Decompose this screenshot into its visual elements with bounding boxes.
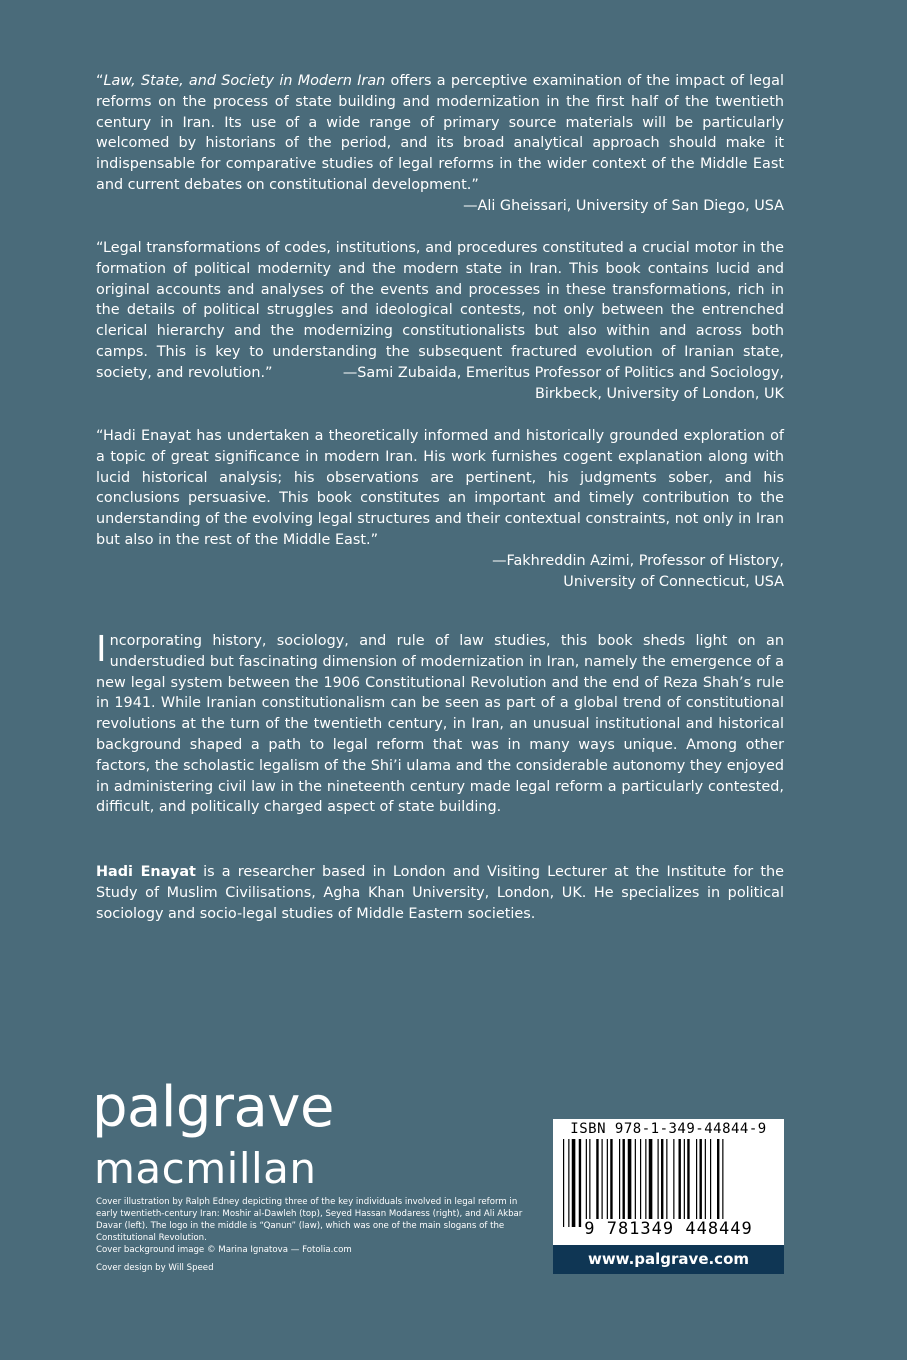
isbn-barcode (553, 1119, 784, 1245)
barcode-bar (717, 1139, 719, 1227)
publisher-url[interactable]: www.palgrave.com (553, 1245, 784, 1274)
barcode-bar (649, 1139, 653, 1227)
review-1-body: offers a perceptive examination of the impact of legal reforms on the process of state building and modernization in the first half of the twentieth century in Iran. Its use of a wide range of primary source materials will be particularly welcomed by historians of the period, and its broad analytical approach should make it indispensable for comparative studies of legal reforms in the wider context of the Middle East and current debates on constitutional development.” (96, 73, 784, 193)
barcode-bar (586, 1139, 587, 1227)
barcode-bar (568, 1139, 569, 1227)
review-3-attribution-line1: —Fakhreddin Azimi, Professor of History, (492, 553, 784, 569)
barcode-bar (696, 1139, 697, 1227)
cover-credits (96, 1196, 526, 1274)
barcode-bar (645, 1139, 646, 1227)
barcode-bar (572, 1139, 576, 1227)
barcode-bar (661, 1139, 663, 1227)
description-dropcap: I (96, 629, 107, 670)
review-2-attribution-line2: Birkbeck, University of London, UK (535, 386, 784, 402)
author-name: Hadi Enayat (96, 864, 196, 880)
barcode-bar (628, 1139, 632, 1227)
barcode-bar (679, 1139, 681, 1227)
barcode-bar (666, 1139, 667, 1227)
author-bio (96, 862, 784, 924)
publisher-logo-palgrave: palgrave (92, 1075, 334, 1140)
barcode-bar (579, 1139, 581, 1227)
publisher-logo-macmillan: macmillan (94, 1144, 317, 1193)
barcode-bar (722, 1139, 723, 1227)
barcode-bar (635, 1139, 636, 1227)
barcode-bar (610, 1139, 612, 1227)
barcode-bar (619, 1139, 620, 1227)
isbn-digits: 9 781349 448449 (584, 1219, 753, 1239)
review-2-attribution-line1: —Sami Zubaida, Emeritus Professor of Politics and Sociology, (342, 365, 784, 381)
barcode-bar (563, 1139, 564, 1227)
credit-background: Cover background image © Marina Ignatova — Fotolia.com (96, 1245, 352, 1255)
credit-illustration: Cover illustration by Ralph Edney depicting three of the key individuals involved in legal reform in early twentieth-century Iran: Moshir al-Dawleh (top), Seyed Hassan Modaress (right), and Ali Akbar Davar (left). The logo in the middle is “Qanun” (law), which was one of the main slogans of the Constitutional Revolution. (96, 1197, 523, 1243)
barcode-bar (673, 1139, 674, 1227)
barcode-bar (658, 1139, 659, 1227)
barcode-bar (700, 1139, 702, 1227)
barcode-bar (607, 1139, 608, 1227)
review-1-attribution: —Ali Gheissari, University of San Diego, USA (463, 198, 784, 214)
barcode-bar (602, 1139, 603, 1227)
review-1-book-title: Law, State, and Society in Modern Iran (103, 73, 386, 89)
book-description (96, 631, 784, 818)
barcode-bar (589, 1139, 590, 1227)
barcode-bars (563, 1139, 775, 1227)
description-body: ncorporating history, sociology, and rule of law studies, this book sheds light on an understudied but fascinating dimension of modernization in Iran, namely the emergence of a new legal system between the 1906 Constitutional Revolution and the end of Reza Shah’s rule in 1941. While Iranian constitutionalism can be seen as part of a global trend of constitutional revolutions at the turn of the twentieth century, in Iran, an unusual institutional and historical background shaped a path to legal reform that was in many ways unique. Among other factors, the scholastic legalism of the Shi’i ulama and the considerable autonomy they enjoyed in administering civil law in the nineteenth century made legal reform a particularly contested, difficult, and politically charged aspect of state building. (96, 633, 784, 816)
barcode-bar (684, 1139, 685, 1227)
isbn-digits-row (553, 1219, 784, 1239)
review-quote-2: “Legal transformations of codes, institutions, and procedures constituted a crucial motor in the formation of political modernity and the modern state in Iran. This book contains lucid and original accounts and analyses of the events and processes in these transformations, rich in the details of political struggles and ideological contests, not only between the entrenched clerical hierarchy and the modernizing constitutionalists but also within and across both camps. This is key to understanding the subsequent fractured evolution of Iranian state, society, and revolution.” (96, 240, 784, 381)
barcode-bar (596, 1139, 598, 1227)
barcode-bar (705, 1139, 706, 1227)
review-1-open-quote: “ (96, 73, 104, 89)
credit-design: Cover design by Will Speed (96, 1263, 214, 1273)
isbn-label: ISBN 978-1-349-44844-9 (570, 1121, 767, 1137)
author-bio-text: is a researcher based in London and Visiting Lecturer at the Institute for the Study of Muslim Civilisations, Agha Khan University, London, UK. He specializes in political sociology and socio-legal studies of Middle Eastern societies. (96, 864, 784, 922)
review-quote-3: “Hadi Enayat has undertaken a theoretically informed and historically grounded exploration of a topic of great significance in modern Iran. His work furnishes cogent explanation along with lucid historical analysis; his observations are pertinent, his judgments sober, and his conclusions persuasive. This book constitutes an important and timely contribution to the understanding of the evolving legal structures and their contextual constraints, not only in Iran but also in the rest of the Middle East.” (96, 428, 784, 548)
barcode-bar (640, 1139, 641, 1227)
barcode-bar (687, 1139, 689, 1227)
review-quote-1 (96, 71, 784, 196)
barcode-bar (710, 1139, 711, 1227)
review-3-attribution-line2: University of Connecticut, USA (563, 574, 784, 590)
barcode-bar (623, 1139, 625, 1227)
